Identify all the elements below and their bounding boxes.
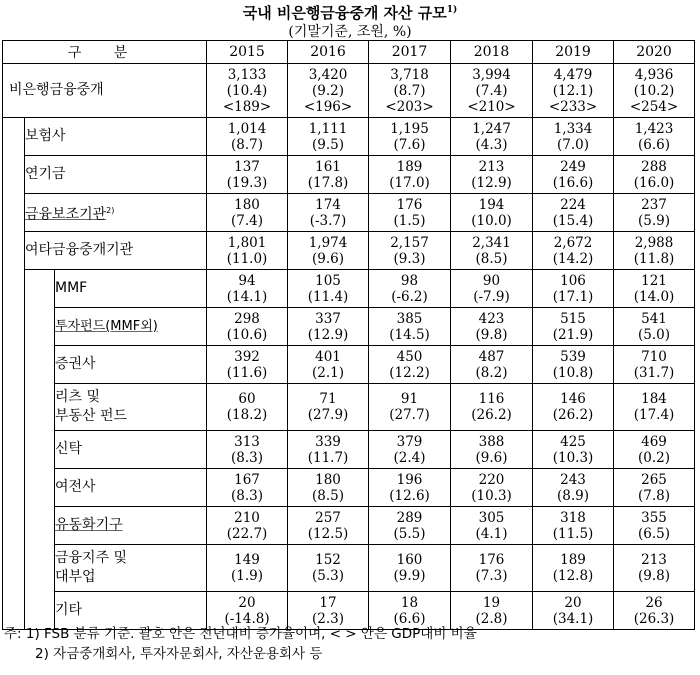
- cell: 2,157 (9.3): [369, 232, 451, 270]
- table-row: [3, 384, 695, 431]
- cell: 469 (0.2): [614, 431, 695, 469]
- cell: 106 (17.1): [533, 270, 614, 308]
- cell: 167 (8.3): [207, 469, 288, 507]
- cell: 487 (8.2): [451, 346, 533, 384]
- cell: 288 (16.0): [614, 156, 695, 194]
- cell: 289 (5.5): [369, 507, 451, 545]
- cell: 18 (6.6): [369, 592, 451, 630]
- table-row: [3, 270, 695, 308]
- cell: 1,111 (9.5): [288, 118, 369, 156]
- cell: 196 (12.6): [369, 469, 451, 507]
- cell: 224 (15.4): [533, 194, 614, 232]
- cell: 2,988 (11.8): [614, 232, 695, 270]
- year-header: 2015: [207, 41, 288, 64]
- year-header: 2018: [451, 41, 533, 64]
- cell: 710 (31.7): [614, 346, 695, 384]
- row-label: 보험사: [25, 118, 207, 156]
- cell: 355 (6.5): [614, 507, 695, 545]
- cell: 243 (8.9): [533, 469, 614, 507]
- cell: 450 (12.2): [369, 346, 451, 384]
- indent-column: [3, 118, 25, 630]
- year-header: 2017: [369, 41, 451, 64]
- cell: 1,195 (7.6): [369, 118, 451, 156]
- cell: 184 (17.4): [614, 384, 695, 431]
- cell: 1,247 (4.3): [451, 118, 533, 156]
- cell: 116 (26.2): [451, 384, 533, 431]
- row-label: 리츠 및 부동산 펀드: [55, 384, 207, 431]
- cell: 149 (1.9): [207, 545, 288, 592]
- cell: 3,994 (7.4) <210>: [451, 64, 533, 118]
- cell: 152 (5.3): [288, 545, 369, 592]
- cell: 249 (16.6): [533, 156, 614, 194]
- cell: 160 (9.9): [369, 545, 451, 592]
- cell: 161 (17.8): [288, 156, 369, 194]
- cell: 3,718 (8.7) <203>: [369, 64, 451, 118]
- cell: 257 (12.5): [288, 507, 369, 545]
- indent-column: [25, 270, 55, 630]
- row-label: MMF: [55, 270, 207, 308]
- table-title: 국내 비은행금융중개 자산 규모$^{1)}$: [242, 4, 458, 22]
- year-header: 2020: [614, 41, 695, 64]
- header-label: 구 분: [3, 41, 207, 64]
- row-label: 증권사: [55, 346, 207, 384]
- cell: 265 (7.8): [614, 469, 695, 507]
- cell: 539 (10.8): [533, 346, 614, 384]
- cell: 1,423 (6.6): [614, 118, 695, 156]
- cell: 20 (-14.8): [207, 592, 288, 630]
- cell: 137 (19.3): [207, 156, 288, 194]
- cell: 313 (8.3): [207, 431, 288, 469]
- row-label: 여타금융중개기관: [25, 232, 207, 270]
- cell: 237 (5.9): [614, 194, 695, 232]
- cell: 213 (12.9): [451, 156, 533, 194]
- table-row: [3, 118, 695, 156]
- cell: 4,936 (10.2) <254>: [614, 64, 695, 118]
- cell: 146 (26.2): [533, 384, 614, 431]
- cell: 3,420 (9.2) <196>: [288, 64, 369, 118]
- cell: 210 (22.7): [207, 507, 288, 545]
- cell: 213 (9.8): [614, 545, 695, 592]
- cell: 337 (12.9): [288, 308, 369, 346]
- footnotes: [4, 624, 477, 664]
- row-label: 신탁: [55, 431, 207, 469]
- cell: 17 (2.3): [288, 592, 369, 630]
- row-label: 연기금: [25, 156, 207, 194]
- cell: 91 (27.7): [369, 384, 451, 431]
- cell: 90 (-7.9): [451, 270, 533, 308]
- cell: 2,341 (8.5): [451, 232, 533, 270]
- table-row: [3, 308, 695, 346]
- cell: 388 (9.6): [451, 431, 533, 469]
- row-label: 유동화기구: [55, 507, 207, 545]
- cell: 19 (2.8): [451, 592, 533, 630]
- row-label: 여전사: [55, 469, 207, 507]
- row-label: 기타: [55, 592, 207, 630]
- cell: 26 (26.3): [614, 592, 695, 630]
- cell: 1,014 (8.7): [207, 118, 288, 156]
- table-row: [3, 431, 695, 469]
- table-row: [3, 64, 695, 118]
- cell: 339 (11.7): [288, 431, 369, 469]
- year-header: 2016: [288, 41, 369, 64]
- cell: 1,334 (7.0): [533, 118, 614, 156]
- cell: 318 (11.5): [533, 507, 614, 545]
- cell: 2,672 (14.2): [533, 232, 614, 270]
- footnote-2: 2) 자금중개회사, 투자자문회사, 자산운용회사 등: [35, 646, 323, 662]
- header-row: [3, 41, 695, 64]
- cell: 180 (8.5): [288, 469, 369, 507]
- cell: 392 (11.6): [207, 346, 288, 384]
- year-header: 2019: [533, 41, 614, 64]
- cell: 174 (-3.7): [288, 194, 369, 232]
- cell: 220 (10.3): [451, 469, 533, 507]
- cell: 305 (4.1): [451, 507, 533, 545]
- cell: 1,801 (11.0): [207, 232, 288, 270]
- cell: 71 (27.9): [288, 384, 369, 431]
- cell: 60 (18.2): [207, 384, 288, 431]
- table-row: [3, 156, 695, 194]
- cell: 1,974 (9.6): [288, 232, 369, 270]
- table-subtitle: (기말기준, 조원, %): [288, 24, 412, 40]
- table-row: [3, 232, 695, 270]
- cell: 121 (14.0): [614, 270, 695, 308]
- cell: 423 (9.8): [451, 308, 533, 346]
- cell: 298 (10.6): [207, 308, 288, 346]
- cell: 194 (10.0): [451, 194, 533, 232]
- cell: 176 (7.3): [451, 545, 533, 592]
- cell: 4,479 (12.1) <233>: [533, 64, 614, 118]
- cell: 94 (14.1): [207, 270, 288, 308]
- cell: 20 (34.1): [533, 592, 614, 630]
- cell: 176 (1.5): [369, 194, 451, 232]
- cell: 515 (21.9): [533, 308, 614, 346]
- row-label: 투자펀드(MMF외): [55, 308, 207, 346]
- table-row: [3, 545, 695, 592]
- cell: 98 (-6.2): [369, 270, 451, 308]
- cell: 425 (10.3): [533, 431, 614, 469]
- asset-table: [2, 40, 695, 630]
- cell: 385 (14.5): [369, 308, 451, 346]
- row-label: 금융지주 및 대부업: [55, 545, 207, 592]
- cell: 401 (2.1): [288, 346, 369, 384]
- cell: 3,133 (10.4) <189>: [207, 64, 288, 118]
- table-row: [3, 507, 695, 545]
- table-row: [3, 469, 695, 507]
- row-label: 금융보조기관$^{2)}$: [25, 194, 207, 232]
- table-row: [3, 194, 695, 232]
- footnote-1: 주: 1) FSB 분류 기준. 괄호 안은 전년대비 증가율이며, < > 안은 GDP대비 비율: [4, 626, 477, 642]
- cell: 189 (17.0): [369, 156, 451, 194]
- cell: 379 (2.4): [369, 431, 451, 469]
- cell: 189 (12.8): [533, 545, 614, 592]
- cell: 180 (7.4): [207, 194, 288, 232]
- row-label-total: 비은행금융중개: [3, 64, 207, 118]
- table-row: [3, 346, 695, 384]
- cell: 541 (5.0): [614, 308, 695, 346]
- cell: 105 (11.4): [288, 270, 369, 308]
